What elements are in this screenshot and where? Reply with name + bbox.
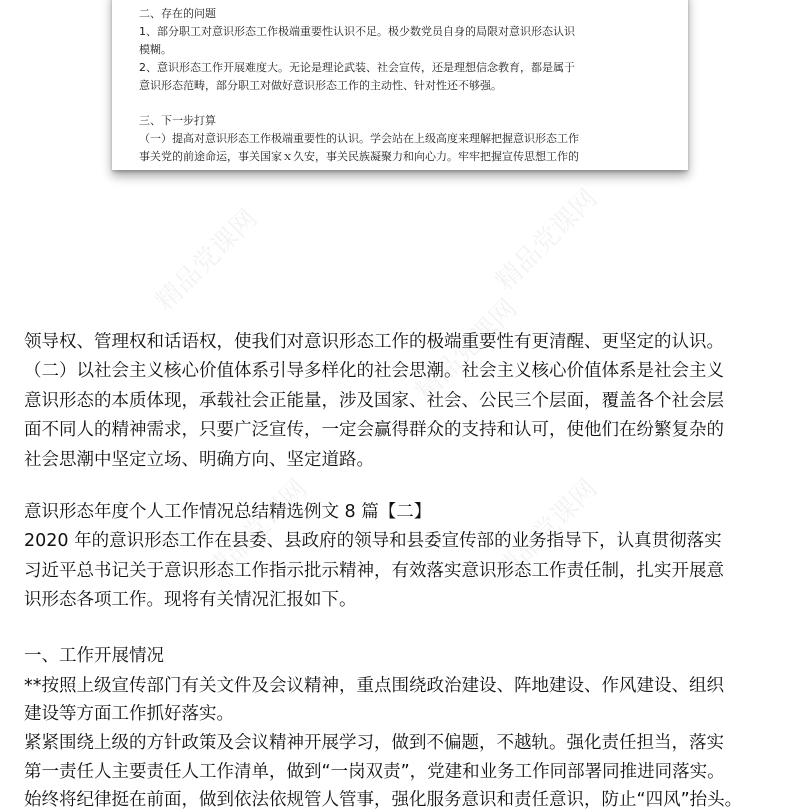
card-line: 意识形态范畴，部分职工对做好意识形态工作的主动性、针对性还不够强。 — [139, 79, 502, 92]
watermark: 精品党课网 — [410, 293, 524, 407]
paragraph-line: 第一责任人主要责任人工作清单，做到“一岗双责”，党建和业务工作同部署同推进同落实。 — [24, 762, 725, 782]
paragraph-line: 领导权、管理权和话语权，使我们对意识形态工作的极端重要性有更清醒、更坚定的认识。 — [24, 332, 724, 352]
paragraph-line: **按照上级宣传部门有关文件及会议精神，重点围绕政治建设、阵地建设、作风建设、组织 — [24, 676, 724, 696]
card-heading: 二、存在的问题 — [139, 7, 216, 20]
paragraph-line: 习近平总书记关于意识形态工作指示批示精神，有效落实意识形态工作责任制，扎实开展意 — [24, 561, 724, 581]
watermark: 精品党课网 — [490, 183, 604, 297]
paragraph-line: 意识形态的本质体现，承载社会正能量，涉及国家、社会、公民三个层面，覆盖各个社会层 — [24, 391, 724, 411]
paragraph-line: 始终将纪律挺在前面，做到依法依规管人管事，强化服务意识和责任意识，防止“四风”抬头。 — [24, 790, 743, 810]
card-line: 模糊。 — [139, 43, 172, 56]
paragraph-line: 社会思潮中坚定立场、明确方向、坚定道路。 — [24, 450, 374, 470]
document-preview-card — [112, 0, 688, 170]
card-heading: 三、下一步打算 — [139, 114, 216, 127]
section-heading: 一、工作开展情况 — [24, 646, 164, 666]
watermark: 精品党课网 — [490, 473, 604, 587]
watermark: 精品党课网 — [150, 203, 264, 317]
paragraph-line: 2020 年的意识形态工作在县委、县政府的领导和县委宣传部的业务指导下，认真贯彻落实 — [24, 531, 722, 551]
paragraph-line: 紧紧围绕上级的方针政策及会议精神开展学习，做到不偏题，不越轨。强化责任担当，落实 — [24, 733, 724, 753]
card-line: 事关党的前途命运，事关国家ｘ久安，事关民族凝聚力和向心力。牢牢把握宣传思想工作的 — [139, 150, 579, 163]
paragraph-line: 识形态各项工作。现将有关情况汇报如下。 — [24, 590, 357, 610]
paragraph-line: 建设等方面工作抓好落实。 — [24, 704, 234, 724]
watermark: 精品党课网 — [200, 473, 314, 587]
section-title: 意识形态年度个人工作情况总结精选例文 8 篇【二】 — [24, 502, 432, 522]
paragraph-line: （二）以社会主义核心价值体系引导多样化的社会思潮。社会主义核心价值体系是社会主义 — [24, 361, 724, 381]
card-line: （一）提高对意识形态工作极端重要性的认识。学会站在上级高度来理解把握意识形态工作 — [139, 132, 579, 145]
paragraph-line: 面不同人的精神需求，只要广泛宣传，一定会赢得群众的支持和认可，使他们在纷繁复杂的 — [24, 420, 724, 440]
card-line: 2、意识形态工作开展难度大。无论是理论武装、社会宣传，还是理想信念教育，都是属于 — [139, 61, 575, 74]
card-line: 1、部分职工对意识形态工作极端重要性认识不足。极少数党员自身的局限对意识形态认识 — [139, 25, 575, 38]
